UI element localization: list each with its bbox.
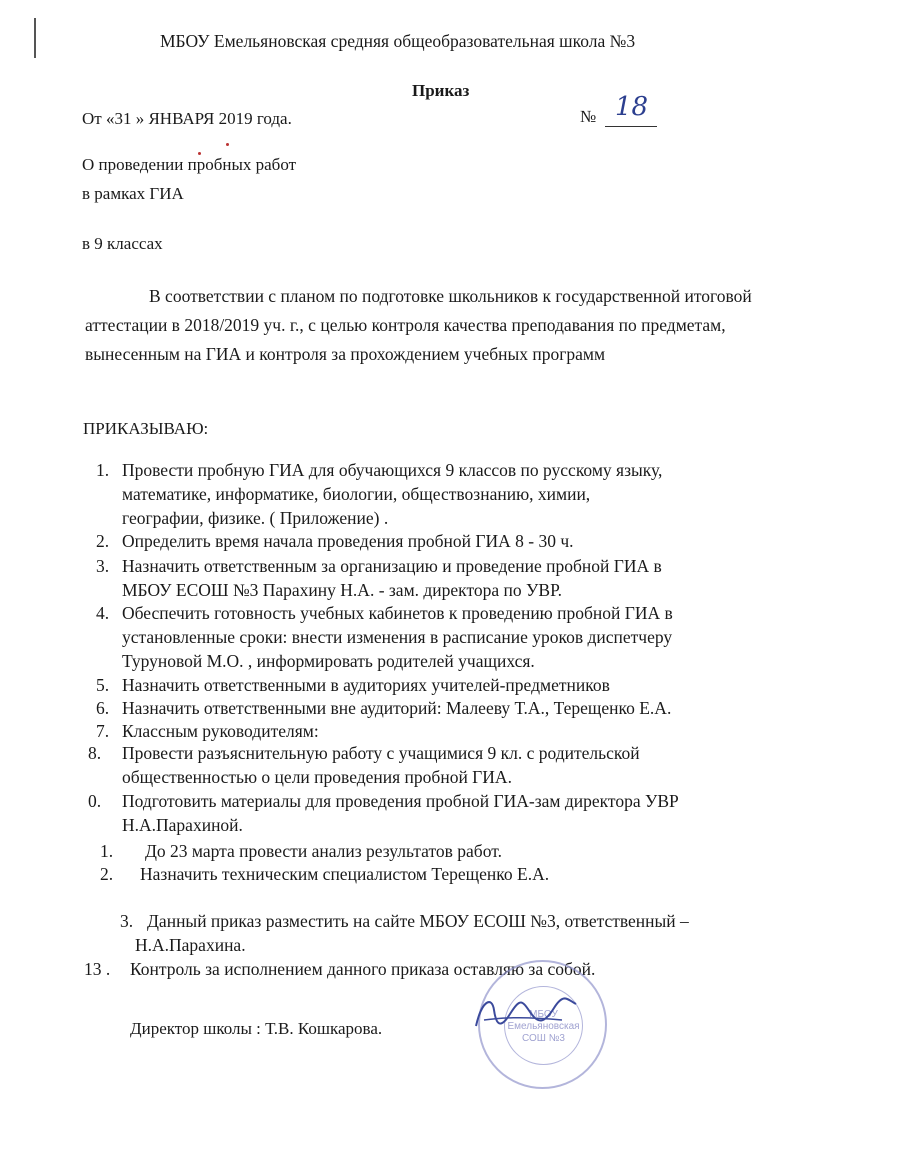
order-number-label: №	[580, 107, 597, 126]
order-item-text: Назначить ответственными вне аудиторий: Малееву Т.А., Терещенко Е.А.	[122, 698, 672, 718]
order-item-number: 2.	[96, 531, 110, 551]
order-number-underline	[605, 126, 657, 127]
order-date: От «31 » ЯНВАРЯ 2019 года.	[82, 109, 292, 128]
order-item-text: установленные сроки: внести изменения в расписание уроков диспетчеру	[122, 627, 673, 647]
order-item-text: общественностью о цели проведения пробной ГИА.	[122, 767, 512, 787]
subject-line-1: О проведении пробных работ	[82, 155, 297, 174]
director-signature	[470, 990, 580, 1035]
order-item-number: 7.	[96, 721, 110, 741]
preamble	[85, 282, 805, 369]
preamble-text: В соответствии с планом по подготовке школьников к государственной итоговой аттестации в 2018/2019 уч. г., с целью контроля качества преподавания по предметам, вынесенным на ГИА и контроля за прохождением учебных программ	[85, 286, 752, 364]
order-item-text: Назначить ответственными в аудиториях учителей-предметников	[122, 675, 610, 695]
subject-line-2: в рамках ГИА	[82, 184, 184, 203]
order-item-text: Классным руководителям:	[122, 721, 319, 741]
order-number-handwritten: 18	[615, 92, 649, 122]
margin-mark	[34, 18, 36, 58]
director-signature-line: Директор школы : Т.В. Кошкарова.	[130, 1019, 383, 1038]
order-item-text: Н.А.Парахина.	[135, 935, 246, 955]
order-item-text: географии, физике. ( Приложение) .	[122, 508, 389, 528]
ink-speck	[226, 143, 229, 146]
order-item-text: Контроль за исполнением данного приказа оставляю за собой.	[130, 959, 596, 979]
order-item-number: 2.	[100, 864, 114, 884]
order-item-text: До 23 марта провести анализ результатов работ.	[145, 841, 502, 861]
order-item-number: 6.	[96, 698, 110, 718]
order-item-number: 3.	[120, 911, 134, 931]
order-item-number: 13 .	[84, 959, 111, 979]
order-item-text: Обеспечить готовность учебных кабинетов к проведению пробной ГИА в	[122, 603, 673, 623]
order-item-number: 1.	[96, 460, 110, 480]
order-item-number: 5.	[96, 675, 110, 695]
order-item-number: 0.	[88, 791, 102, 811]
order-item-text: Туруновой М.О. , информировать родителей учащихся.	[122, 651, 535, 671]
order-item-text: Провести пробную ГИА для обучающихся 9 классов по русскому языку,	[122, 460, 663, 480]
order-item-text: Провести разъяснительную работу с учащимися 9 кл. с родительской	[122, 743, 640, 763]
order-item-number: 4.	[96, 603, 110, 623]
order-item-text: МБОУ ЕСОШ №3 Парахину Н.А. - зам. директора по УВР.	[122, 580, 562, 600]
order-item-text: Н.А.Парахиной.	[122, 815, 243, 835]
order-item-text: Подготовить материалы для проведения пробной ГИА-зам директора УВР	[122, 791, 679, 811]
order-item-text: Определить время начала проведения пробной ГИА 8 - 30 ч.	[122, 531, 574, 551]
order-item-text: Назначить техническим специалистом Терещенко Е.А.	[140, 864, 550, 884]
order-item-text: математике, информатике, биологии, обществознанию, химии,	[122, 484, 591, 504]
order-item-text: Данный приказ разместить на сайте МБОУ ЕСОШ №3, ответственный –	[147, 911, 689, 931]
order-item-number: 1.	[100, 841, 114, 861]
stamp-text: МБОУ Емельяновская СОШ №3	[507, 1009, 580, 1044]
document-title: Приказ	[412, 81, 470, 100]
order-item-text: Назначить ответственным за организацию и проведение пробной ГИА в	[122, 556, 662, 576]
order-item-number: 8.	[88, 743, 102, 763]
school-name: МБОУ Емельяновская средняя общеобразовательная школа №3	[160, 31, 636, 51]
order-word: ПРИКАЗЫВАЮ:	[83, 419, 209, 438]
order-item-number: 3.	[96, 556, 110, 576]
subject-line-3: в 9 классах	[82, 234, 163, 253]
